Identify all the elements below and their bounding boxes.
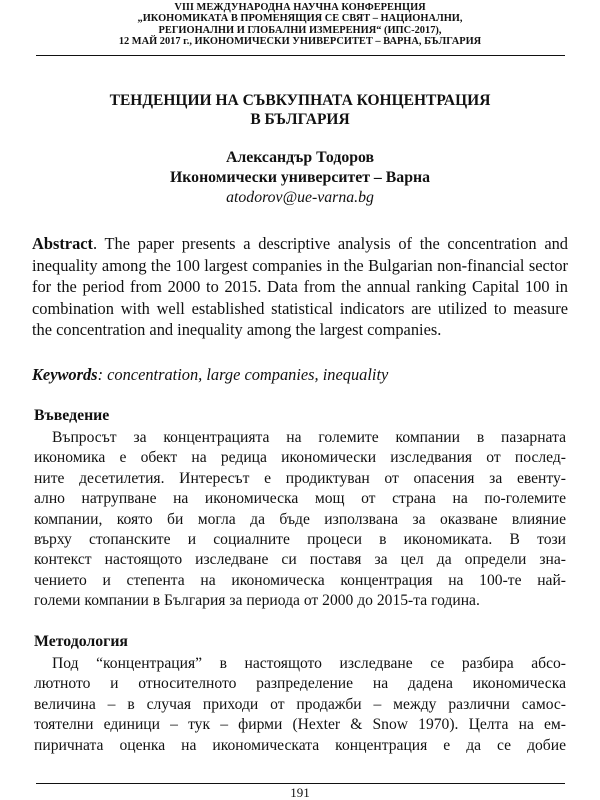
introduction-paragraph <box>34 428 566 612</box>
paper-title-line: ТЕНДЕНЦИИ НА СЪВКУПНАТА КОНЦЕНТРАЦИЯ <box>109 92 491 109</box>
keywords <box>32 364 568 386</box>
text-line: пиричната оценка на икономическата концентрация е да се добие <box>34 736 566 754</box>
author-affiliation: Икономически университет – Варна <box>169 169 430 186</box>
author-name: Александър Тодоров <box>225 149 375 166</box>
text-line: величина – в случая приходи от продажби – между различни самос- <box>34 695 566 713</box>
abstract-label: Abstract <box>32 234 93 253</box>
conference-header <box>20 2 580 48</box>
text-line: върху стопанските и социалните процеси в икономиката. В този <box>34 530 566 548</box>
text-line: компании, която би могла да бъде използвана за оказване влияние <box>34 510 566 528</box>
section-heading-methodology: Методология <box>34 633 128 650</box>
page-number: 191 <box>290 785 310 800</box>
footer-rule <box>36 783 565 784</box>
text-line: големи компании в България за периода от 2000 до 2015-та година. <box>34 592 480 610</box>
paper-title-line: В БЪЛГАРИЯ <box>250 111 350 128</box>
abstract <box>32 233 568 341</box>
abstract-text: . The paper presents a descriptive analysis of the concentration and inequality among the 100 largest companies in the Bulgarian non-financial sector for the period from 2000 to 2015. Data from the annual ranking Capital 100 in combination with well established statistical indicators are utilized to measure the concentration and inequality among the largest companies. <box>32 234 568 340</box>
conference-header-line: VIII МЕЖДУНАРОДНА НАУЧНА КОНФЕРЕНЦИЯ <box>174 2 426 13</box>
text-line: ално натрупване на икономическа мощ от страна на по-големите <box>34 490 566 508</box>
text-line: Под “концентрация” в настоящото изследване се разбира абсо- <box>52 655 566 672</box>
text-line: тоятелни единици – тук – фирми (Hexter & Snow 1970). Целта на ем- <box>34 716 566 734</box>
text-line: икономика е обект на редица икономически изследвания от послед- <box>34 449 566 467</box>
text-line: чението и степента на икономическа концентрация на 100-те най- <box>34 571 566 589</box>
header-rule <box>36 55 565 56</box>
conference-header-line: 12 МАЙ 2017 г., ИКОНОМИЧЕСКИ УНИВЕРСИТЕТ – ВАРНА, БЪЛГАРИЯ <box>118 36 482 48</box>
text-line: ните десетилетия. Интересът е продиктуван от опасения за евенту- <box>34 469 566 487</box>
keywords-label: Keywords <box>32 365 98 384</box>
text-line: лютното и относителното разпределение на дадена икономическа <box>34 675 566 693</box>
text-line: Въпросът за концентрацията на големите компании в пазарната <box>52 429 566 446</box>
author-email: atodorov@ue-varna.bg <box>226 189 374 206</box>
paper-title <box>40 91 560 129</box>
section-heading-introduction: Въведение <box>34 407 110 424</box>
text-line: контекст настоящото изследване си поставя за цел да определи зна- <box>34 551 566 569</box>
conference-header-line: „ИКОНОМИКАТА В ПРОМЕНЯЩИЯ СЕ СВЯТ – НАЦИОНАЛНИ, <box>137 13 463 25</box>
methodology-paragraph <box>34 654 566 756</box>
conference-header-line: РЕГИОНАЛНИ И ГЛОБАЛНИ ИЗМЕРЕНИЯ“ (ИПС-2017), <box>158 24 442 36</box>
keywords-text: : concentration, large companies, inequality <box>97 365 389 384</box>
